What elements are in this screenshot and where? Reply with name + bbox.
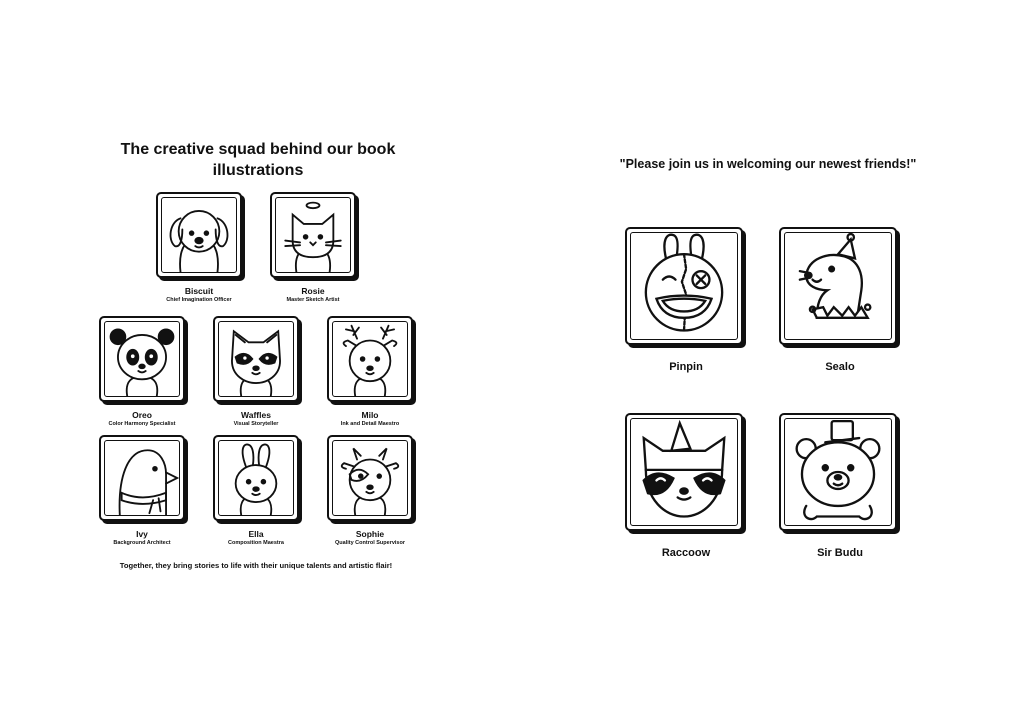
friend-name: Sir Budu: [817, 547, 863, 559]
team-card-sophie: [327, 435, 413, 546]
stitched-bunny-icon: [625, 227, 743, 345]
team-card-rosie: [270, 192, 356, 303]
party-raccoon-icon: [625, 413, 743, 531]
team-member-name: Biscuit: [184, 286, 214, 296]
page-title: The creative squad behind our book illustrations: [120, 141, 396, 179]
panda-icon: [99, 316, 185, 402]
right-page: [512, 0, 1024, 723]
team-member-name: Rosie: [301, 286, 325, 296]
team-member-name: Milo: [361, 410, 379, 420]
team-card-biscuit: [156, 192, 242, 303]
dog-icon: [156, 192, 242, 278]
team-member-name: Ella: [248, 529, 264, 539]
friend-card-sir-budu: [779, 413, 901, 559]
cow-icon: [327, 435, 413, 521]
cat-icon: [270, 192, 356, 278]
bunny-icon: [213, 435, 299, 521]
team-member-role: Visual Storyteller: [233, 421, 279, 427]
team-member-role: Composition Maestra: [228, 540, 284, 546]
team-member-name: Waffles: [241, 410, 271, 420]
team-member-role: Master Sketch Artist: [286, 297, 340, 303]
team-member-role: Color Harmony Specialist: [108, 421, 176, 427]
seal-icon: [779, 227, 897, 345]
friend-name: Pinpin: [669, 361, 703, 373]
team-member-role: Chief Imagination Officer: [166, 297, 232, 303]
bird-icon: [99, 435, 185, 521]
team-card-ivy: [99, 435, 185, 546]
bear-icon: [779, 413, 897, 531]
team-member-role: Ink and Detail Maestro: [340, 421, 400, 427]
friend-card-raccoow: [625, 413, 747, 559]
team-member-name: Sophie: [355, 529, 385, 539]
raccoon-icon: [213, 316, 299, 402]
friend-name: Raccoow: [661, 547, 711, 559]
team-card-milo: [327, 316, 413, 427]
friend-card-sealo: [779, 227, 901, 373]
team-member-role: Quality Control Supervisor: [335, 540, 405, 546]
team-card-ella: [213, 435, 299, 546]
team-card-waffles: [213, 316, 299, 427]
team-member-name: Oreo: [132, 410, 152, 420]
footer-text: Together, they bring stories to life with their unique talents and artistic flair!: [119, 561, 393, 570]
friend-name: Sealo: [825, 361, 855, 373]
reindeer-icon: [327, 316, 413, 402]
page-title: "Please join us in welcoming our newest friends!": [619, 157, 917, 171]
team-card-oreo: [99, 316, 185, 427]
friend-card-pinpin: [625, 227, 747, 373]
team-member-role: Background Architect: [113, 540, 171, 546]
team-member-name: Ivy: [136, 529, 148, 539]
